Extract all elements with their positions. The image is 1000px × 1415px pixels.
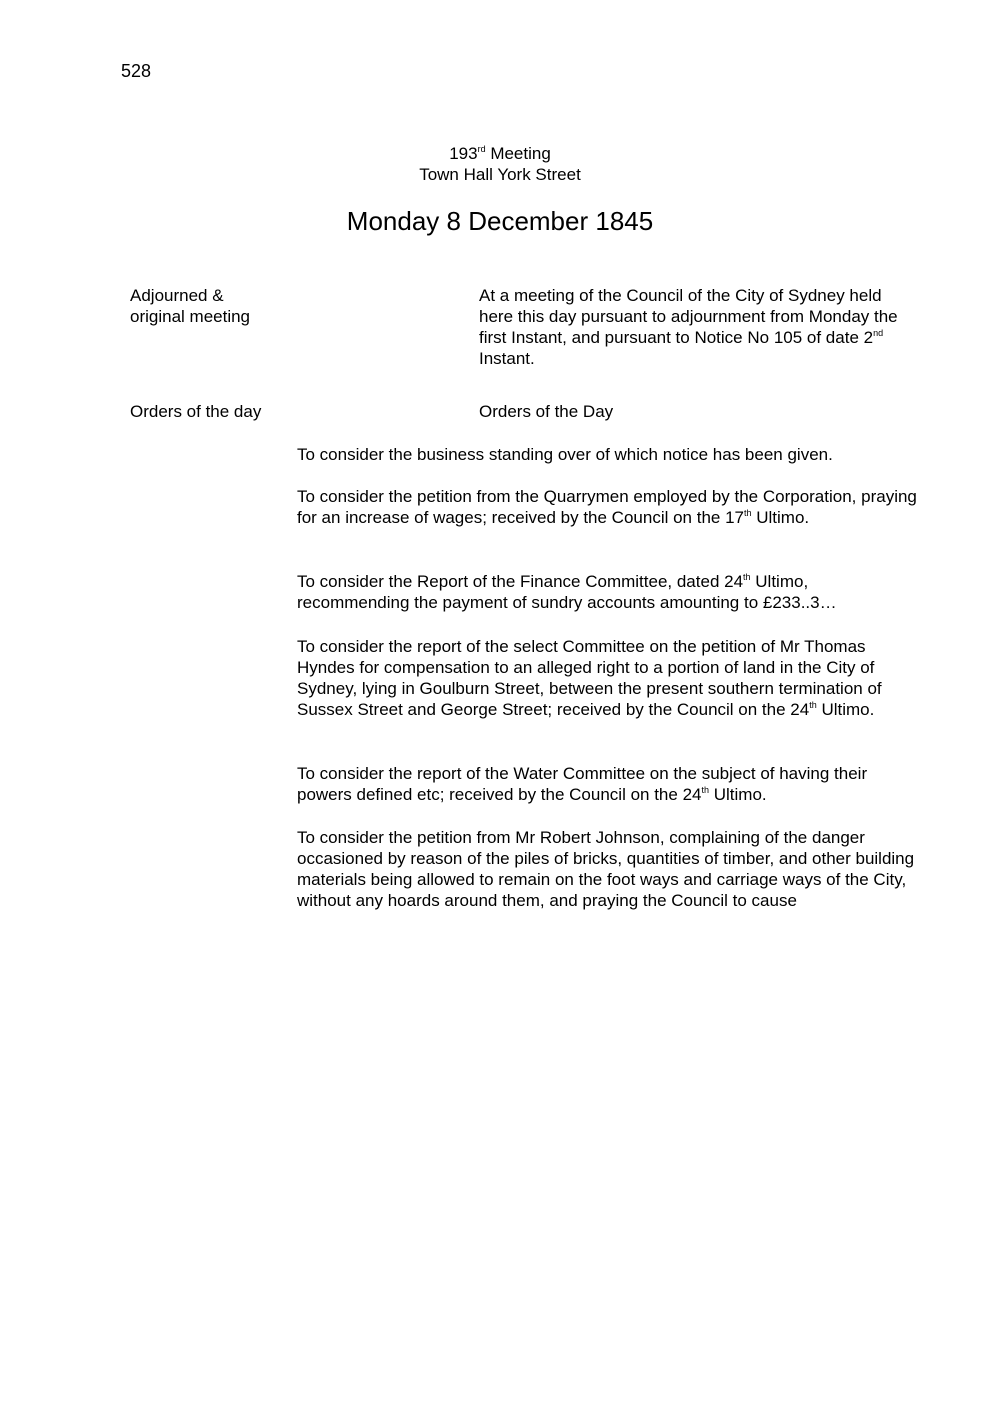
preamble-ordinal: nd <box>873 328 884 338</box>
margin-note-line: original meeting <box>130 307 251 326</box>
preamble-text-end: Instant. <box>479 349 535 368</box>
meeting-preamble <box>479 285 919 369</box>
order-text: To consider the petition from the Quarrymen employed by the Corporation, praying for an increase of wages; received by the Council on the 17 <box>297 487 917 527</box>
margin-note-adjourned <box>130 285 330 327</box>
meeting-word: Meeting <box>485 144 551 163</box>
order-item-6: To consider the petition from Mr Robert Johnson, complaining of the danger occasioned by reason of the piles of bricks, quantities of timber, and other building materials being allowed to remain on the foot ways and carriage ways of the City, without any hoards around them, and praying the Council to cause <box>297 828 915 910</box>
order-item-3 <box>297 571 922 613</box>
order-ordinal: th <box>743 572 751 582</box>
order-text-end: Ultimo, recommending the payment of sundry accounts amounting to £233..3… <box>297 572 837 612</box>
order-item-4 <box>297 636 922 720</box>
order-text: To consider the report of the Water Committee on the subject of having their powers defined etc; received by the Council on the 24 <box>297 764 868 804</box>
margin-note-line: Adjourned & <box>130 286 224 305</box>
order-ordinal: th <box>744 508 752 518</box>
meeting-number-suffix: rd <box>477 144 486 154</box>
preamble-text: At a meeting of the Council of the City of Sydney held here this day pursuant to adjournment from Monday the first Instant, and pursuant to Notice No 105 of date 2 <box>479 286 898 347</box>
orders-heading: Orders of the Day <box>479 402 614 421</box>
order-ordinal: th <box>701 785 709 795</box>
order-text-end: Ultimo. <box>816 700 875 719</box>
meeting-location: Town Hall York Street <box>419 165 581 184</box>
order-ordinal: th <box>809 700 817 710</box>
margin-note-orders: Orders of the day <box>130 402 262 421</box>
meeting-header <box>0 143 1000 185</box>
meeting-date: Monday 8 December 1845 <box>346 206 654 236</box>
order-item-1: To consider the business standing over of which notice has been given. <box>297 445 833 464</box>
meeting-number: 193 <box>449 144 478 163</box>
page-number: 528 <box>121 61 152 81</box>
order-text: To consider the Report of the Finance Committee, dated 24 <box>297 572 744 591</box>
order-text-end: Ultimo. <box>709 785 767 804</box>
order-text: To consider the report of the select Committee on the petition of Mr Thomas Hyndes for compensation to an alleged right to a portion of land in the City of Sydney, lying in Goulburn Street, between the present southern termination of Sussex Street and George Street; received by the Council on the 24 <box>297 637 882 719</box>
meeting-number-line <box>0 143 1000 164</box>
order-item-5 <box>297 763 922 805</box>
order-text-end: Ultimo. <box>751 508 810 527</box>
order-item-2 <box>297 486 922 528</box>
